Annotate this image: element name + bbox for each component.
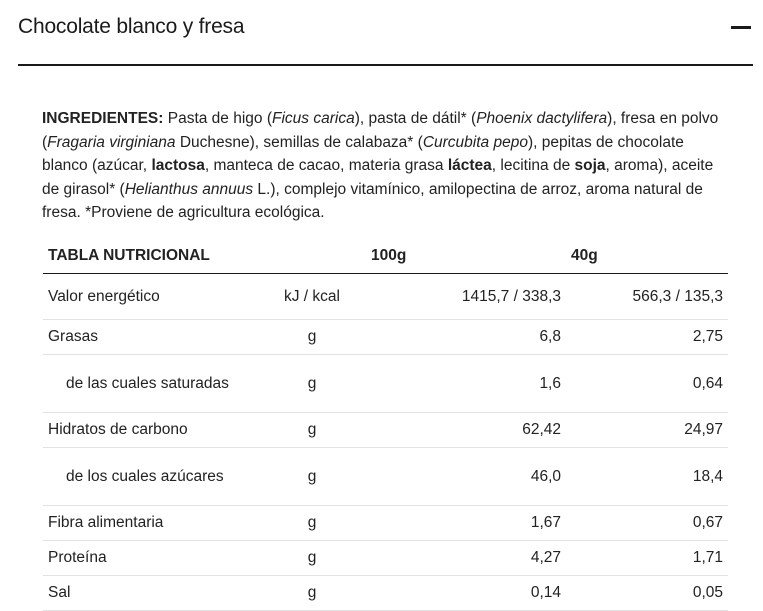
product-title: Chocolate blanco y fresa bbox=[18, 15, 245, 38]
ingredient-segment: Curcubita pepo bbox=[422, 133, 528, 151]
minus-icon[interactable] bbox=[731, 17, 753, 39]
value-40g: 24,97 bbox=[566, 413, 728, 448]
nutrient-unit: g bbox=[258, 506, 366, 541]
value-100g: 46,0 bbox=[366, 448, 566, 506]
ingredient-segment: , manteca de cacao, materia grasa bbox=[204, 157, 448, 175]
ingredient-segment: Helianthus annuus bbox=[124, 180, 254, 198]
nutrient-name: Grasas bbox=[43, 320, 258, 355]
nutrient-name: Sal bbox=[43, 576, 258, 611]
value-40g: 0,64 bbox=[566, 355, 728, 413]
table-row bbox=[43, 506, 728, 541]
table-row bbox=[43, 355, 728, 413]
value-100g: 0,14 bbox=[366, 576, 566, 611]
accordion-header[interactable] bbox=[18, 0, 753, 66]
nutrient-unit: kJ / kcal bbox=[258, 274, 366, 320]
ingredient-segment: soja bbox=[574, 157, 606, 175]
nutrient-name: Hidratos de carbono bbox=[43, 413, 258, 448]
ingredient-segment: , aroma), aceite de girasol* ( bbox=[42, 157, 714, 198]
value-40g: 0,05 bbox=[566, 576, 728, 611]
nutrient-name: Proteína bbox=[43, 541, 258, 576]
nutrient-unit: g bbox=[258, 413, 366, 448]
nutrient-name: de los cuales azúcares bbox=[66, 467, 224, 485]
table-row bbox=[43, 541, 728, 576]
table-row bbox=[43, 448, 728, 506]
ingredient-segment: ), pepitas de chocolate blanco (azúcar, bbox=[42, 133, 684, 175]
table-row bbox=[43, 320, 728, 355]
table-header-row bbox=[43, 238, 728, 274]
ingredient-segment: láctea bbox=[447, 157, 492, 175]
value-40g: 1,71 bbox=[566, 541, 728, 576]
nutrient-unit: g bbox=[258, 355, 366, 413]
ingredients-text bbox=[42, 107, 732, 225]
value-100g: 4,27 bbox=[366, 541, 566, 576]
value-100g: 1,67 bbox=[366, 506, 566, 541]
ingredient-segment: Pasta de higo ( bbox=[163, 110, 273, 127]
nutrient-unit: g bbox=[258, 576, 366, 611]
table-row bbox=[43, 413, 728, 448]
header-nutrition-label: TABLA NUTRICIONAL bbox=[43, 238, 258, 274]
ingredients-label: INGREDIENTES: bbox=[42, 110, 164, 127]
table-row bbox=[43, 576, 728, 611]
nutrient-name: Valor energético bbox=[43, 274, 258, 320]
nutrient-unit: g bbox=[258, 320, 366, 355]
ingredient-segment: lactosa bbox=[151, 157, 205, 175]
ingredient-segment: Duchesne), semillas de calabaza* ( bbox=[175, 133, 423, 151]
value-100g: 62,42 bbox=[366, 413, 566, 448]
value-40g: 18,4 bbox=[566, 448, 728, 506]
value-40g: 0,67 bbox=[566, 506, 728, 541]
nutrient-unit: g bbox=[258, 448, 366, 506]
value-40g: 2,75 bbox=[566, 320, 728, 355]
nutrient-name: de las cuales saturadas bbox=[66, 374, 229, 392]
header-unit bbox=[258, 238, 366, 274]
value-40g: 566,3 / 135,3 bbox=[566, 274, 728, 320]
nutrient-name: Fibra alimentaria bbox=[43, 506, 258, 541]
value-100g: 1415,7 / 338,3 bbox=[366, 274, 566, 320]
value-100g: 1,6 bbox=[366, 355, 566, 413]
ingredient-segment: ), fresa en polvo ( bbox=[42, 110, 719, 151]
ingredient-segment: Phoenix dactylifera bbox=[476, 110, 608, 127]
nutrient-unit: g bbox=[258, 541, 366, 576]
header-40g: 40g bbox=[566, 238, 728, 274]
table-row bbox=[43, 274, 728, 320]
ingredient-segment: Ficus carica bbox=[272, 110, 355, 127]
ingredient-segment: , lecitina de bbox=[491, 157, 575, 175]
header-100g: 100g bbox=[366, 238, 566, 274]
value-100g: 6,8 bbox=[366, 320, 566, 355]
nutrition-table bbox=[43, 238, 728, 611]
ingredient-segment: Fragaria virginiana bbox=[47, 133, 176, 151]
ingredient-segment: L.), complejo vitamínico, amilopectina de arroz, aroma natural de fresa. *Proviene de agricultura ecológica. bbox=[42, 180, 703, 222]
ingredient-segment: ), pasta de dátil* ( bbox=[354, 110, 477, 127]
